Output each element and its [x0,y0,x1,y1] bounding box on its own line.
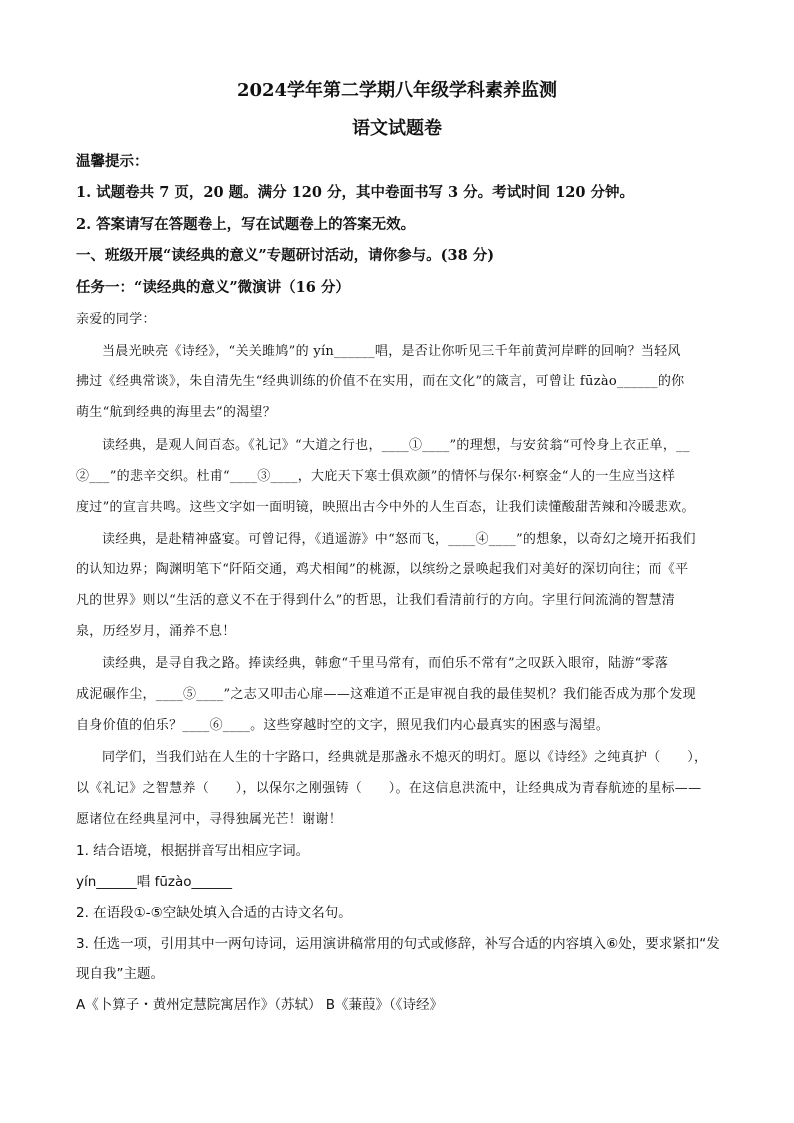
question-3-options: A《卜算子・黄州定慧院寓居作》（苏轼） B《蒹葭》（《诗经》 [76,997,444,1013]
speech-line: 同学们，当我们站在人生的十字路口，经典就是那盏永不熄灭的明灯。愿以《诗经》之纯真护（ ）， [102,750,708,765]
speech-line: 以《礼记》之智慧养（ ），以保尔之刚强铸（ ）。在这信息洪流中，让经典成为青春航迹的星标—— [76,781,702,796]
speech-line: 读经典，是观人间百态。《礼记》“大道之行也，____①____”的理想，与安贫翁“可怜身上衣正单，__ [102,438,690,453]
notice-item-2: 2. 答案请写在答题卷上，写在试题卷上的答案无效。 [76,216,416,233]
speech-line: 成泥碾作尘，____⑤____”之志又叩击心扉——这难道不正是审视自我的最佳契机？我们能否成为那个发现 [76,687,696,702]
speech-line: 当晨光映亮《诗经》，“关关雎鸠”的 yín______唱，是否让你听见三千年前黄河岸畔的回响？当轻风 [102,344,681,359]
question-1: 1. 结合语境，根据拼音写出相应字词。 [76,843,310,859]
question-2: 2. 在语段①-⑤空缺处填入合适的古诗文名句。 [76,905,352,921]
speech-line: 愿诸位在经典星河中，寻得独属光芒！谢谢！ [76,812,343,827]
speech-line: 的认知边界；陶渊明笔下“阡陌交通，鸡犬相闻”的桃源，以缤纷之景唤起我们对美好的深切向往；而《平 [76,562,689,577]
speech-line: 萌生“航到经典的海里去”的渴望？ [76,405,277,420]
question-1-blanks: yín______唱 fūzào______ [76,874,233,890]
section-heading: 一、班级开展“读经典的意义”专题研讨活动，请你参与。(38 分) [76,247,495,264]
question-3: 3. 任选一项，引用其中一两句诗词，运用演讲稿常用的句式或修辞，补写合适的内容填入⑥处，要求紧扣“发 [76,936,720,952]
speech-line: ②___”的悲辛交织。杜甫“____③____，大庇天下寒士俱欢颜”的情怀与保尔·柯察金“人的一生应当这样 [76,469,676,484]
speech-line: 泉，历经岁月，涌养不息！ [76,624,236,639]
speech-line: 自身价值的伯乐？____⑥____。这些穿越时空的文字，照见我们内心最真实的困惑与渴望。 [76,718,610,733]
question-3-continued: 现自我”主题。 [76,966,164,982]
speech-line: 拂过《经典常谈》，朱自清先生“经典训练的价值不在实用，而在文化”的箴言，可曾让 fūzào______的你 [76,374,685,389]
speech-line: 凡的世界》则以“生活的意义不在于得到什么”的哲思，让我们看清前行的方向。字里行间流淌的智慧清 [76,593,676,608]
notice-heading: 温馨提示： [76,153,149,170]
task-heading: 任务一：“读经典的意义”微演讲（16 分） [76,279,350,296]
speech-line: 读经典，是寻自我之路。捧读经典，韩愈“千里马常有，而伯乐不常有”之叹跃入眼帘，陆游“零落 [102,656,669,671]
notice-item-1: 1. 试题卷共 7 页，20 题。满分 120 分，其中卷面书写 3 分。考试时间 120 分钟。 [76,184,635,201]
speech-greeting: 亲爱的同学： [76,312,156,327]
exam-subtitle: 语文试题卷 [352,118,442,139]
exam-title: 2024学年第二学期八年级学科素养监测 [236,80,558,101]
speech-line: 读经典，是赴精神盛宴。可曾记得，《逍遥游》中“怒而飞，____④____”的想象，以奇幻之境开拓我们 [102,532,696,547]
speech-line: 度过”的宣言共鸣。这些文字如一面明镜，映照出古今中外的人生百态，让我们读懂酸甜苦辣和冷暖悲欢。 [76,500,695,515]
